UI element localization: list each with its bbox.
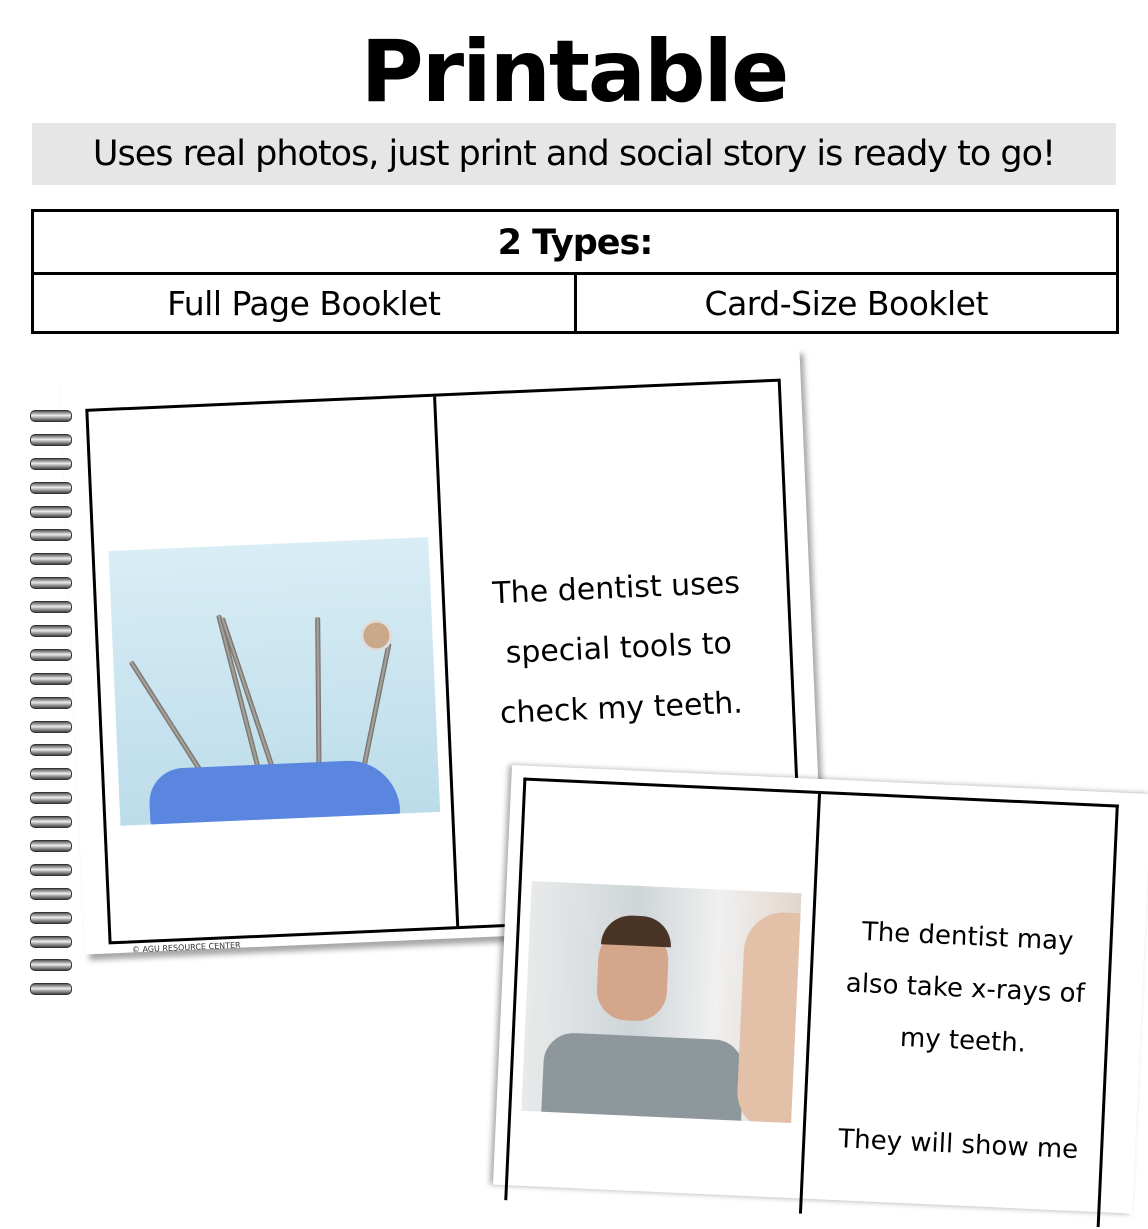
xray-photo [521, 881, 801, 1123]
dentist-shape [736, 911, 802, 1123]
card-page-frame [504, 778, 1119, 1228]
types-table [31, 209, 1119, 334]
types-heading: 2 Types: [34, 212, 1116, 275]
subtitle-banner: Uses real photos, just print and social story is ready to go! [32, 123, 1116, 185]
glove-shape [148, 759, 400, 826]
card-size-booklet [493, 765, 1148, 1214]
text-line: special tools to [504, 625, 733, 671]
booklet-text [447, 552, 790, 746]
type-full-page: Full Page Booklet [167, 284, 441, 323]
dental-tools-photo [109, 537, 441, 826]
copyright-text: © AGU RESOURCE CENTER [131, 940, 241, 955]
card-text [807, 904, 1118, 1177]
text-line: check my teeth. [499, 685, 744, 732]
text-line: The dentist may [861, 917, 1075, 957]
text-line: They will show me [837, 1124, 1079, 1166]
text-line: The dentist uses [491, 565, 741, 612]
page-title: Printable [360, 22, 788, 122]
types-row [34, 275, 1116, 331]
text-line: my teeth. [899, 1022, 1027, 1059]
text-line: also take x-rays of [845, 968, 1086, 1010]
type-card-size: Card-Size Booklet [574, 275, 1117, 331]
apron-shape [541, 1032, 745, 1123]
patient-hair-shape [601, 914, 672, 947]
spiral-binding [30, 410, 80, 1007]
